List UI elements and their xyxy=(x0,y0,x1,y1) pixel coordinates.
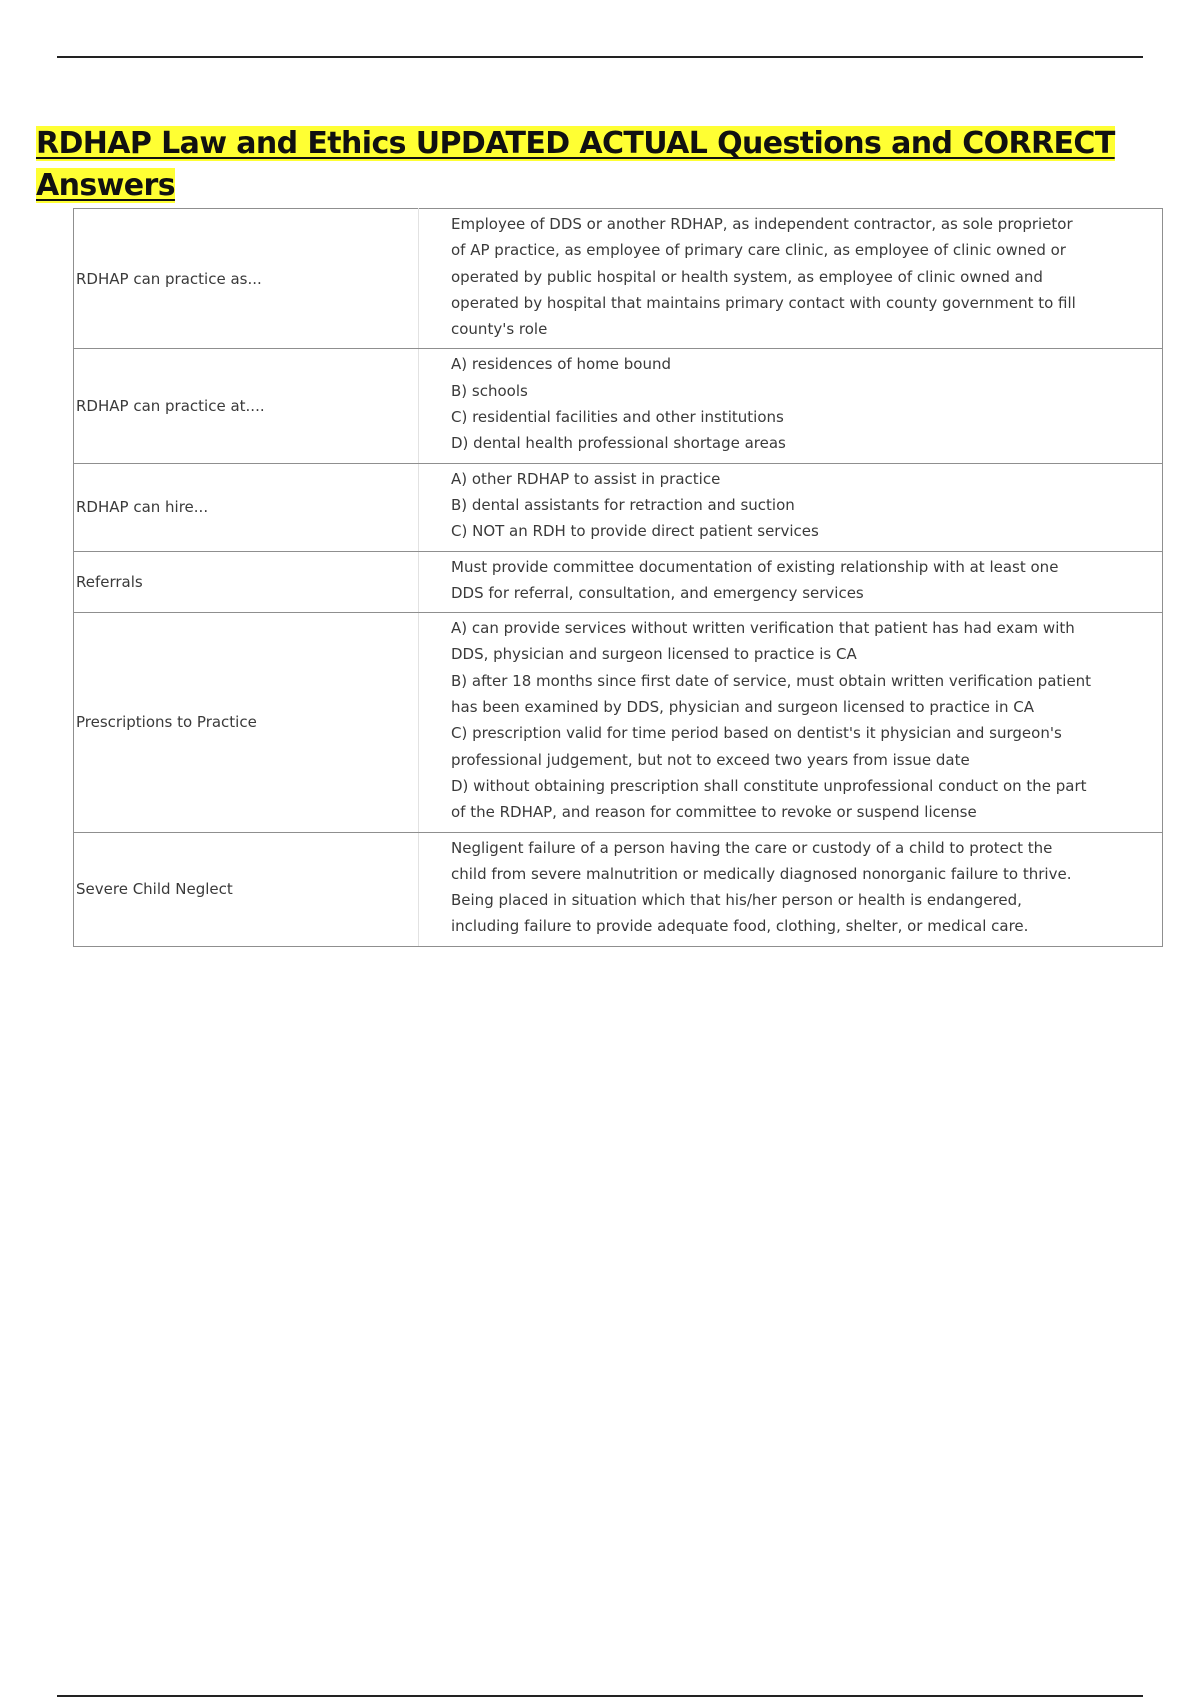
definition-cell xyxy=(419,349,1163,463)
definition-line: child from severe malnutrition or medically diagnosed nonorganic failure to thrive. xyxy=(451,864,1072,883)
definition-line: A) other RDHAP to assist in practice xyxy=(451,469,721,488)
term-cell: RDHAP can practice as... xyxy=(74,209,419,349)
definition-cell xyxy=(419,209,1163,349)
term-cell: RDHAP can practice at.... xyxy=(74,349,419,463)
definition-line: DDS for referral, consultation, and emergency services xyxy=(451,583,864,602)
definition-line: operated by hospital that maintains primary contact with county government to fill xyxy=(451,293,1076,312)
table-row xyxy=(74,209,1163,349)
definition-line: has been examined by DDS, physician and surgeon licensed to practice in CA xyxy=(451,698,1034,717)
definition-line: Negligent failure of a person having the care or custody of a child to protect the xyxy=(451,838,1053,857)
header-rule xyxy=(57,56,1143,58)
definition-line: county's role xyxy=(451,320,548,339)
definition-line: including failure to provide adequate food, clothing, shelter, or medical care. xyxy=(451,917,1029,936)
definition-cell xyxy=(419,551,1163,613)
definition-line: professional judgement, but not to exceed two years from issue date xyxy=(451,750,970,769)
definition-line: C) NOT an RDH to provide direct patient services xyxy=(451,522,819,541)
qa-table xyxy=(73,208,1163,947)
term-cell: Severe Child Neglect xyxy=(74,832,419,946)
table-row xyxy=(74,832,1163,946)
table-row xyxy=(74,613,1163,832)
definition-cell xyxy=(419,832,1163,946)
definition-cell xyxy=(419,463,1163,551)
definition-line: operated by public hospital or health system, as employee of clinic owned and xyxy=(451,267,1043,286)
title-block xyxy=(36,123,1166,207)
definition-line: A) can provide services without written verification that patient has had exam with xyxy=(451,619,1075,638)
table-row xyxy=(74,551,1163,613)
definition-line: Employee of DDS or another RDHAP, as independent contractor, as sole proprietor xyxy=(451,215,1073,233)
document-title: RDHAP Law and Ethics UPDATED ACTUAL Questions and CORRECT Answers xyxy=(36,126,1115,203)
definition-line: B) after 18 months since first date of service, must obtain written verification patient xyxy=(451,671,1092,690)
definition-line: B) dental assistants for retraction and suction xyxy=(451,495,795,514)
definition-line: A) residences of home bound xyxy=(451,355,671,374)
definition-line: DDS, physician and surgeon licensed to practice is CA xyxy=(451,645,857,664)
qa-table-body xyxy=(74,209,1163,947)
definition-line: C) residential facilities and other institutions xyxy=(451,408,784,427)
definition-line: of the RDHAP, and reason for committee to revoke or suspend license xyxy=(451,803,977,822)
definition-line: D) without obtaining prescription shall constitute unprofessional conduct on the part xyxy=(451,776,1087,795)
term-cell: RDHAP can hire... xyxy=(74,463,419,551)
definition-line: Must provide committee documentation of existing relationship with at least one xyxy=(451,557,1059,576)
term-cell: Prescriptions to Practice xyxy=(74,613,419,832)
footer-rule xyxy=(57,1695,1143,1697)
definition-line: C) prescription valid for time period based on dentist's it physician and surgeon's xyxy=(451,724,1062,743)
definition-cell xyxy=(419,613,1163,832)
definition-line: D) dental health professional shortage areas xyxy=(451,434,786,453)
table-row xyxy=(74,463,1163,551)
definition-line: Being placed in situation which that his/her person or health is endangered, xyxy=(451,891,1022,910)
definition-line: of AP practice, as employee of primary care clinic, as employee of clinic owned or xyxy=(451,241,1066,260)
table-row xyxy=(74,349,1163,463)
term-cell: Referrals xyxy=(74,551,419,613)
definition-line: B) schools xyxy=(451,381,528,400)
